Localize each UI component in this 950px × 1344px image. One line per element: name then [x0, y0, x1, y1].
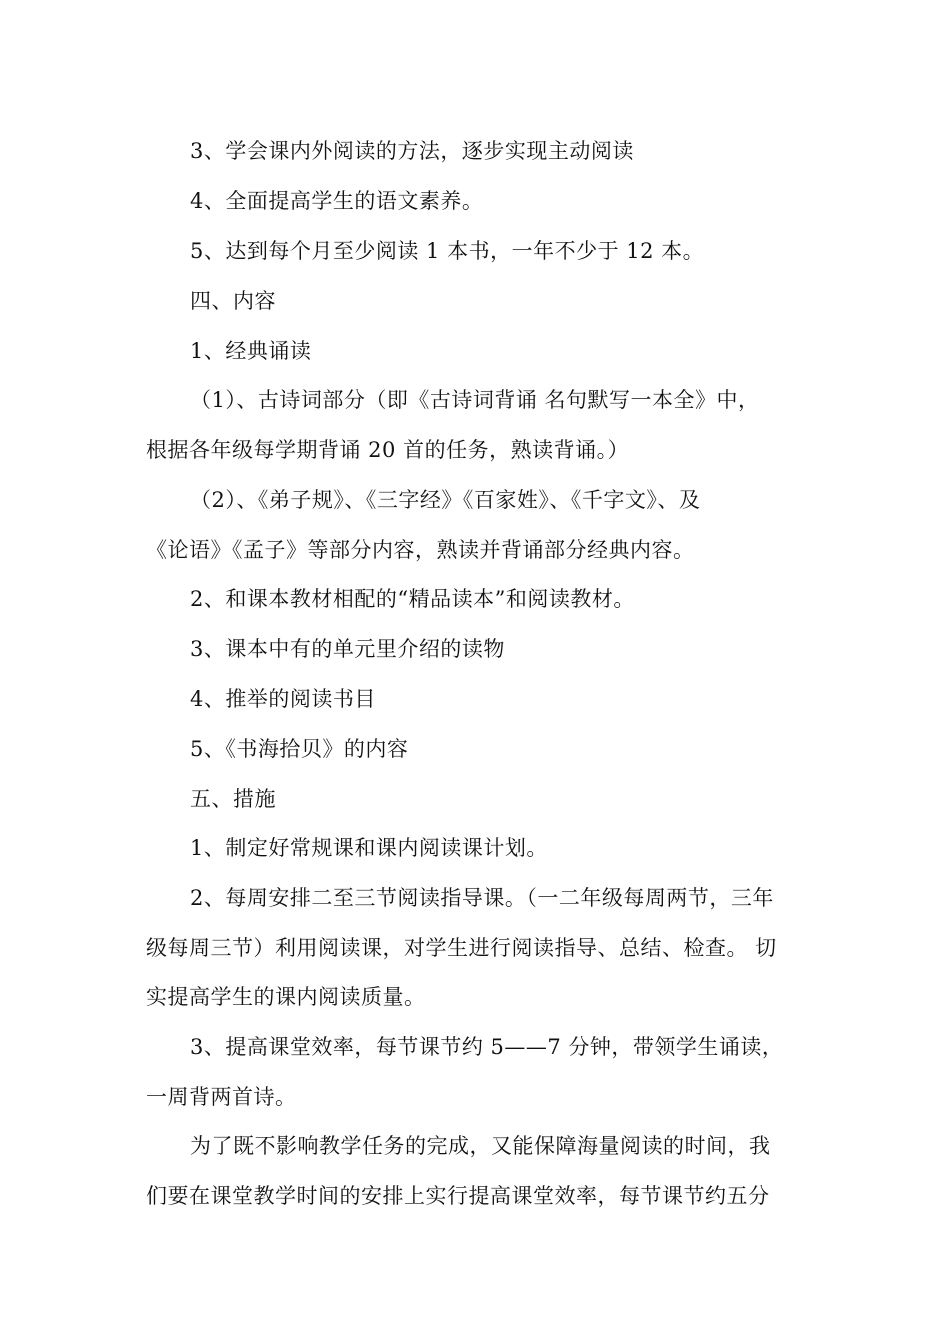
text-line-measure-3b: 一周背两首诗。: [146, 1085, 297, 1109]
text-line-content-4: 4、推举的阅读书目: [190, 687, 376, 711]
text-line-content-1-2b: 《论语》《孟子》等部分内容，熟读并背诵部分经典内容。: [146, 538, 695, 562]
text-line-content-1-1a: （1）、古诗词部分（即《古诗词背诵 名句默写一本全》中，: [190, 388, 760, 412]
section-heading-measures: 五、措施: [190, 787, 276, 811]
text-line-content-1: 1、经典诵读: [190, 339, 312, 363]
text-line-goal-3: 3、学会课内外阅读的方法，逐步实现主动阅读: [190, 139, 634, 163]
text-line-content-1-2a: （2）、《弟子规》、《三字经》《百家姓》、《千字文》、及: [190, 488, 701, 512]
text-line-content-5: 5、《书海拾贝》的内容: [190, 737, 409, 761]
text-line-measure-3a: 3、提高课堂效率，每节课节约 5——7 分钟，带领学生诵读，: [190, 1035, 784, 1059]
section-heading-content: 四、内容: [190, 289, 276, 313]
text-line-content-1-1b: 根据各年级每学期背诵 20 首的任务，熟读背诵。）: [146, 438, 630, 462]
text-line-measure-2c: 实提高学生的课内阅读质量。: [146, 985, 426, 1009]
text-line-paragraph-a: 为了既不影响教学任务的完成，又能保障海量阅读的时间，我: [190, 1134, 771, 1158]
text-line-paragraph-b: 们要在课堂教学时间的安排上实行提高课堂效率，每节课节约五分: [146, 1184, 770, 1208]
text-line-goal-5: 5、达到每个月至少阅读 1 本书，一年不少于 12 本。: [190, 239, 705, 263]
text-line-goal-4: 4、全面提高学生的语文素养。: [190, 189, 484, 213]
text-line-measure-2b: 级每周三节）利用阅读课，对学生进行阅读指导、总结、检查。 切: [146, 936, 777, 960]
text-line-measure-2a: 2、每周安排二至三节阅读指导课。（一二年级每周两节，三年: [190, 886, 774, 910]
text-line-content-3: 3、课本中有的单元里介绍的读物: [190, 637, 505, 661]
text-line-content-2: 2、和课本教材相配的“精品读本”和阅读教材。: [190, 587, 635, 611]
text-line-measure-1: 1、制定好常规课和课内阅读课计划。: [190, 836, 548, 860]
